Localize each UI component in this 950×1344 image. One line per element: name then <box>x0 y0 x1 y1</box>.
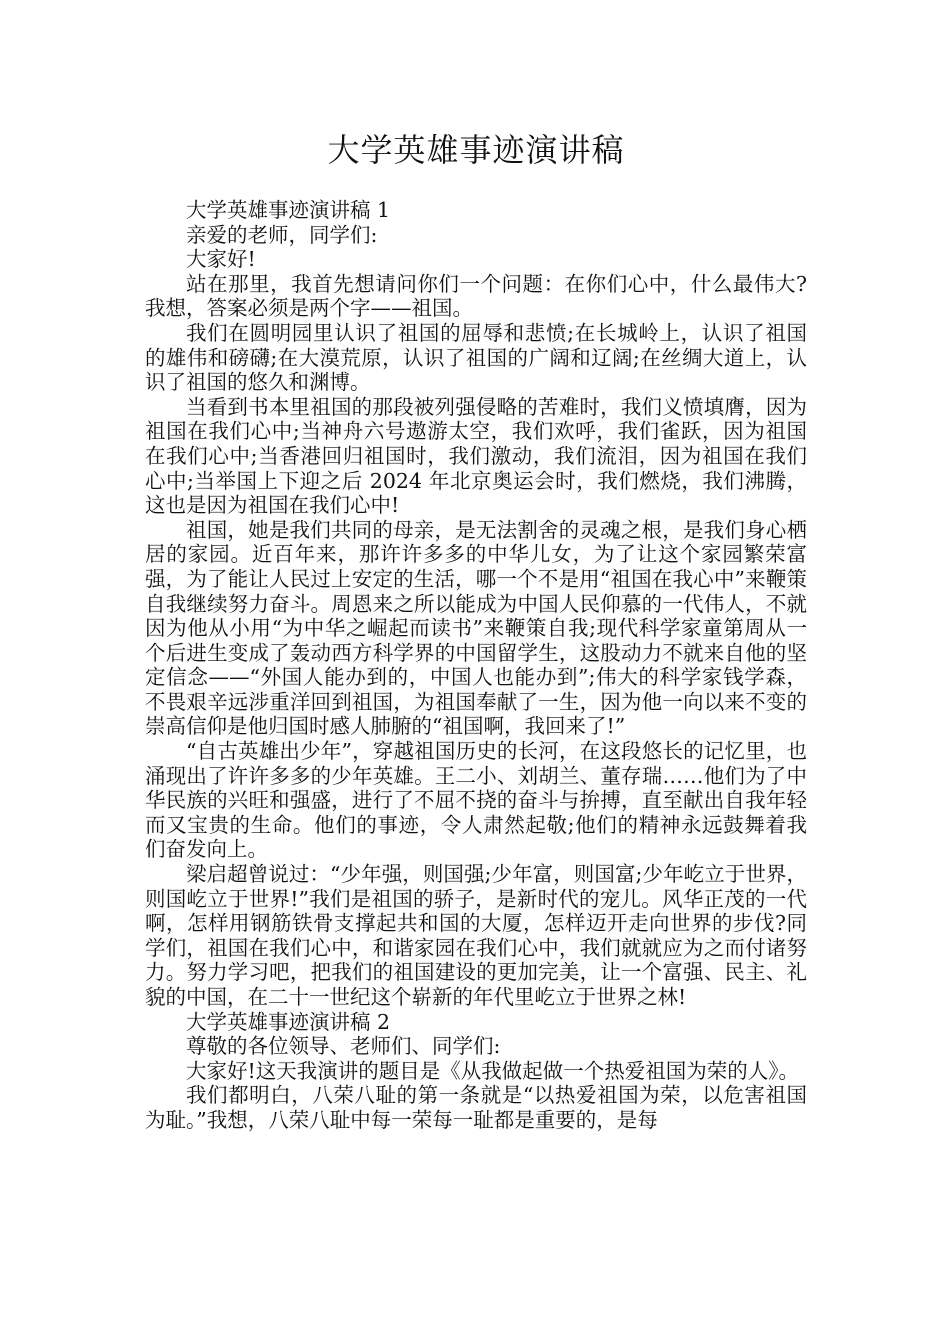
document-body <box>145 198 807 1133</box>
salutation: 亲爱的老师，同学们: <box>186 222 378 247</box>
paragraph: 我们在圆明园里认识了祖国的屈辱和悲愤;在长城岭上，认识了祖国的雄伟和磅礴;在大漠荒原，认识了祖国的广阔和辽阔;在丝绸大道上，认识了祖国的悠久和渊博。 <box>145 320 807 395</box>
paragraph: 大家好!这天我演讲的题目是《从我做起做一个热爱祖国为荣的人》。 <box>186 1058 799 1083</box>
paragraph: 祖国，她是我们共同的母亲，是无法割舍的灵魂之根，是我们身心栖居的家园。近百年来，那许许多多的中华儿女，为了让这个家园繁荣富强，为了能让人民过上安定的生活，哪一个不是用“祖国在我心中”来鞭策自我继续努力奋斗。周恩来之所以能成为中国人民仰慕的一代伟人，不就因为他从小用“为中华之崛起而读书”来鞭策自我;现代科学家童第周从一个后进生变成了轰动西方科学界的中国留学生，这股动力不就来自他的坚定信念——“外国人能办到的，中国人也能办到”;伟大的科学家钱学森，不畏艰辛远涉重洋回到祖国，为祖国奉献了一生，因为他一向以来不变的崇高信仰是他归国时感人肺腑的“祖国啊，我回来了!” <box>145 517 807 739</box>
paragraph: 梁启超曾说过：“少年强，则国强;少年富，则国富;少年屹立于世界，则国屹立于世界!”我们是祖国的骄子，是新时代的宠儿。风华正茂的一代啊，怎样用钢筋铁骨支撑起共和国的大厦，怎样迈开走向世界的步伐?同学们，祖国在我们心中，和谐家园在我们心中，我们就就应为之而付诸努力。努力学习吧，把我们的祖国建设的更加完美，让一个富强、民主、礼貌的中国，在二十一世纪这个崭新的年代里屹立于世界之林! <box>145 862 807 1009</box>
paragraph: “自古英雄出少年”，穿越祖国历史的长河，在这段悠长的记忆里，也涌现出了许许多多的少年英雄。王二小、刘胡兰、董存瑞……他们为了中华民族的兴旺和强盛，进行了不屈不挠的奋斗与拚搏，直至献出自我年轻而又宝贵的生命。他们的事迹，令人肃然起敬;他们的精神永远鼓舞着我们奋发向上。 <box>145 739 807 862</box>
paragraph: 我们都明白，八荣八耻的第一条就是“以热爱祖国为荣，以危害祖国为耻。”我想，八荣八耻中每一荣每一耻都是重要的，是每 <box>145 1083 807 1132</box>
section-heading-1: 大学英雄事迹演讲稿 1 <box>186 198 391 222</box>
document-title: 大学英雄事迹演讲稿 <box>327 131 625 169</box>
greeting: 大家好! <box>186 247 256 272</box>
section-heading-2: 大学英雄事迹演讲稿 2 <box>186 1009 391 1034</box>
paragraph: 站在那里，我首先想请问你们一个问题：在你们心中，什么最伟大?我想，答案必须是两个字——祖国。 <box>145 271 807 321</box>
salutation: 尊敬的各位领导、老师们、同学们: <box>186 1034 501 1059</box>
paragraph: 当看到书本里祖国的那段被列强侵略的苦难时，我们义愤填膺，因为祖国在我们心中;当神舟六号遨游太空，我们欢呼，我们雀跃，因为祖国在我们心中;当香港回归祖国时，我们激动，我们流泪，因为祖国在我们心中;当举国上下迎之后 2024 年北京奥运会时，我们燃烧，我们沸腾，这也是因为祖国在我们心中! <box>145 394 807 518</box>
document-page <box>145 0 807 1133</box>
